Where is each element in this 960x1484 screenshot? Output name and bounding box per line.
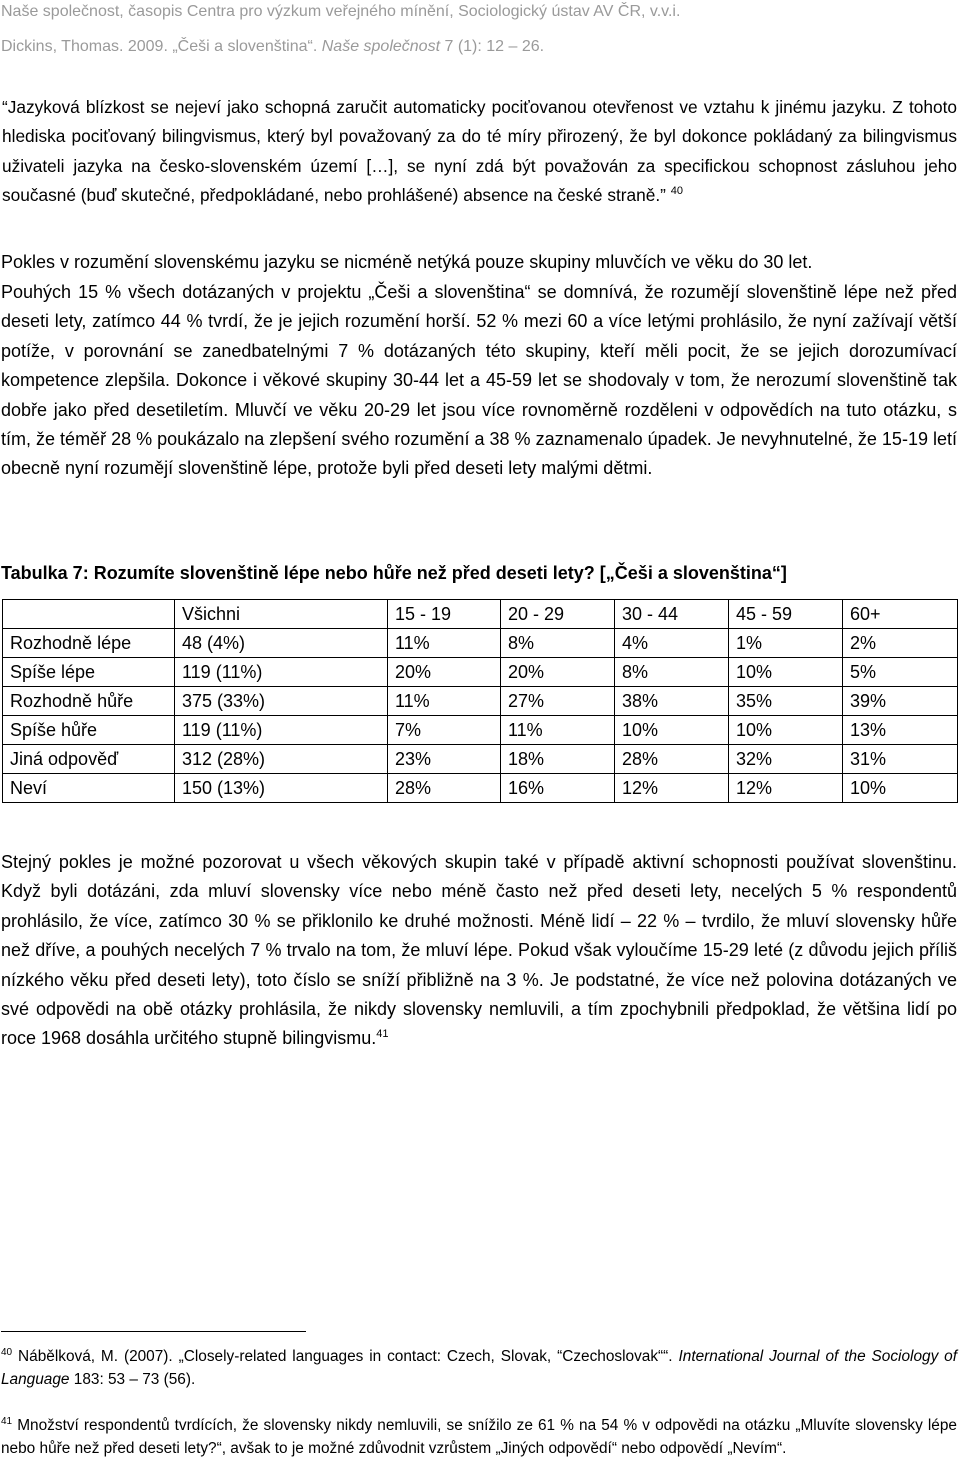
footnote-number: 40 [1,1347,13,1358]
table-cell: 60+ [843,600,958,629]
table-cell: 8% [501,629,615,658]
table-row [3,629,958,658]
table-cell: 48 (4%) [175,629,388,658]
row-label-cell: Spíše lépe [3,658,175,687]
table-cell: 119 (11%) [175,716,388,745]
citation-volume: 7 (1): 12 – 26. [440,38,545,55]
survey-table [2,599,958,803]
footnote-40 [1,1345,957,1391]
paragraph-2: Pouhých 15 % všech dotázaných v projektu „Češi a slovenština“ se domnívá, že rozumějí slovenštině lépe než před deseti lety, zatímco 44 % tvrdí, že je jejich rozumění horší. 52 % mezi 60 a více letými prohlásilo, že nyní zažívají větší potíže, v porovnání se zanedbatelnými 7 % dotázaných této skupiny, kteří měli pocit, že se jejich dorozumívací kompetence zlepšila. Dokonce i věkové skupiny 30-44 let a 45-59 let se shodovaly v tom, že nerozumí slovenštině tak dobře jako před desetiletím. Mluvčí ve věku 20-29 let jsou více rovnoměrně rozděleni v odpovědích na tuto otázku, s tím, že téměř 28 % poukázalo na zlepšení svého rozumění a 38 % zaznamenalo úpadek. Je nevyhnutelné, že 15-19 letí obecně nyní rozumějí slovenštině lépe, protože byli před deseti lety malými dětmi. [1,282,957,479]
table-cell: 15 - 19 [388,600,501,629]
block-quote [2,93,957,211]
table-cell: 12% [615,774,729,803]
table-cell: 5% [843,658,958,687]
footnote-ref-41[interactable]: 41 [376,1028,389,1041]
row-label-cell: Spíše hůře [3,716,175,745]
footnote-ref-40[interactable]: 40 [670,185,683,198]
footnote-journal: International Journal of the Sociology of Language [1,1348,958,1388]
table-cell: 10% [729,716,843,745]
table-cell: 4% [615,629,729,658]
table-cell: 16% [501,774,615,803]
footnote-divider [1,1331,306,1332]
running-header: Naše společnost, časopis Centra pro výzkum veřejného mínění, Sociologický ústav AV ČR, v.v.i. [1,3,681,20]
table-cell: 12% [729,774,843,803]
table-header-row [3,600,958,629]
citation-authors: Dickins, Thomas. 2009. „Češi a slovenština“. [1,38,322,55]
table-row [3,658,958,687]
table-cell: 150 (13%) [175,774,388,803]
paragraph-3-text: Stejný pokles je možné pozorovat u všech věkových skupin také v případě aktivní schopnosti používat slovenštinu. Když byli dotázáni, zda mluví slovensky více nebo méně často než před deseti lety, necelých 5 % respondentů prohlásilo, že více, zatímco 30 % se přiklonilo ke druhé možnosti. Méně lidí – 22 % – tvrdilo, že mluví slovensky hůře než dříve, a pouhých necelých 7 % trvalo na tom, že mluví lépe. Pokud však vyloučíme 15-29 leté (z důvodu jejich příliš nízkého věku před deseti lety), toto číslo se sníží přibližně na 3 %. Je podstatné, že více než polovina dotázaných ve své odpovědi na obě otázky prohlásila, že nikdy slovensky nemluvili, a tím zpochybnili předpoklad, že většina lidí po roce 1968 dosáhla určitého stupně bilingvismu. [1,852,957,1049]
row-label-cell: Neví [3,774,175,803]
table-cell: 11% [388,629,501,658]
row-label-cell: Rozhodně lépe [3,629,175,658]
table-cell: 10% [843,774,958,803]
table-cell: 45 - 59 [729,600,843,629]
table-cell: 375 (33%) [175,687,388,716]
table-cell: 38% [615,687,729,716]
table-cell: 11% [388,687,501,716]
table-cell: 11% [501,716,615,745]
table-cell: 10% [615,716,729,745]
table-cell: 32% [729,745,843,774]
table-cell: 7% [388,716,501,745]
citation-header [1,37,544,57]
citation-journal: Naše společnost [321,38,441,55]
table-cell: 18% [501,745,615,774]
table-cell: 2% [843,629,958,658]
row-label-cell [3,600,175,629]
paragraph-3 [1,848,957,1054]
footnote-41 [1,1414,957,1460]
footnote-text: Množství respondentů tvrdících, že slovensky nikdy nemluvili, se snížilo ze 61 % na 54 % v odpovědi na otázku „Mluvíte slovensky lépe nebo hůře než před deseti lety?“, avšak to je možné zdůvodnit vzrůstem „Jiných odpovědí“ nebo odpovědí „Nevím“. [1,1417,957,1457]
table-cell: 23% [388,745,501,774]
table-cell: 31% [843,745,958,774]
quote-text: “Jazyková blízkost se nejeví jako schopná zaručit automaticky pociťovanou otevřenost ve vztahu k jinému jazyku. Z tohoto hlediska pociťovaný bilingvismus, který byl považovaný za do té míry přirozený, že byl dokonce pokládaný za bilingvismus uživateli jazyka na česko-slovenském území […], se nyní zdá být považován za specifickou schopnost zásluhou jeho současné (buď skutečné, předpokládané, nebo prohlášené) absence na české straně.” [2,97,957,206]
table-cell: 20% [501,658,615,687]
table-cell: 20 - 29 [501,600,615,629]
table-cell: 119 (11%) [175,658,388,687]
table-cell: 28% [388,774,501,803]
table-cell: 8% [615,658,729,687]
table-caption: Tabulka 7: Rozumíte slovenštině lépe nebo hůře než před deseti lety? [„Češi a slovenština“] [1,563,787,583]
footnote-number: 41 [1,1416,13,1427]
table-row [3,745,958,774]
table-row [3,716,958,745]
paragraph-1: Pokles v rozumění slovenskému jazyku se nicméně netýká pouze skupiny mluvčích ve věku do 30 let. [1,252,813,272]
table-cell: 35% [729,687,843,716]
table-cell: 20% [388,658,501,687]
table-cell: 28% [615,745,729,774]
footnote-text: Nábělková, M. (2007). „Closely-related languages in contact: Czech, Slovak, “Czechoslovak““. [12,1348,679,1365]
table-cell: 39% [843,687,958,716]
table-cell: 1% [729,629,843,658]
table-cell: Všichni [175,600,388,629]
table-cell: 312 (28%) [175,745,388,774]
footnote-pages: 183: 53 – 73 (56). [69,1371,196,1388]
table-cell: 27% [501,687,615,716]
table-cell: 30 - 44 [615,600,729,629]
table-cell: 10% [729,658,843,687]
table-cell: 13% [843,716,958,745]
row-label-cell: Jiná odpověď [3,745,175,774]
table-row [3,774,958,803]
row-label-cell: Rozhodně hůře [3,687,175,716]
table-row [3,687,958,716]
